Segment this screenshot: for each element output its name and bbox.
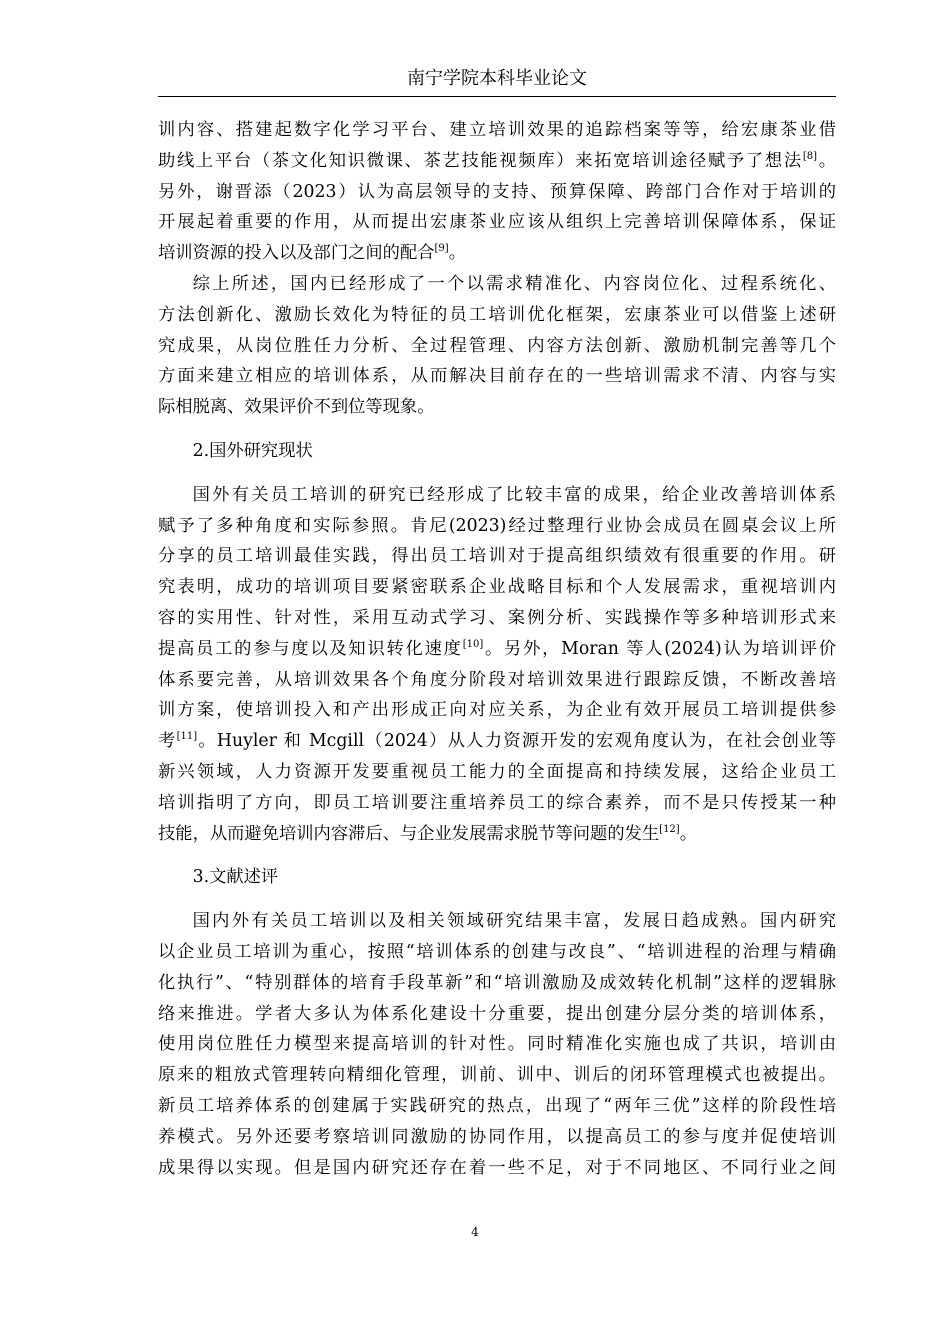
text-line: 开展起着重要的作用，从而提出宏康茶业应该从组织上完善培训保障体系，保证	[158, 212, 836, 233]
text-line: 以企业员工培训为重心，按照“培训体系的创建与改良”、“培训进程的治理与精确	[158, 941, 836, 962]
text-line	[158, 726, 836, 757]
text-line	[158, 634, 836, 665]
header-divider	[158, 96, 836, 97]
page-body	[158, 115, 836, 1183]
text-segment: 。另外，Moran 等人(2024)认为培训评价	[483, 638, 836, 659]
text-line: 国外有关员工培训的研究已经形成了比较丰富的成果，给企业改善培训体系	[192, 484, 836, 505]
citation: [8]	[802, 150, 818, 162]
text-line: 培训指明了方向，即员工培训要注重培养员工的综合素养，而不是只传授某一种	[158, 792, 836, 813]
citation: [12]	[659, 823, 680, 835]
text-line: 另外，谢晋添（2023）认为高层领导的支持、预算保障、跨部门合作对于培训的	[158, 181, 836, 202]
citation: [10]	[462, 638, 484, 650]
section-heading-foreign-research: 2.国外研究现状	[192, 440, 313, 461]
paragraph-foreign-research	[158, 480, 836, 850]
text-line: 训内容、搭建起数字化学习平台、建立培训效果的追踪档案等等，给宏康茶业借	[158, 120, 836, 140]
text-segment: 。	[817, 150, 836, 171]
text-line: 化执行”、“特别群体的培育手段革新”和“培训激励及成效转化机制”这样的逻辑脉	[158, 972, 836, 993]
paragraph-domestic-summary	[158, 269, 836, 423]
text-line: 方面来建立相应的培训体系，从而解决目前存在的一些培训需求不清、内容与实	[158, 366, 836, 387]
text-line	[158, 238, 836, 269]
citation: [9]	[434, 243, 449, 255]
text-segment: 提高员工的参与度以及知识转化速度	[158, 638, 463, 659]
text-line: 养模式。另外还要考察培训同激励的协同作用，以提高员工的参与度并促使培训	[158, 1126, 836, 1147]
text-segment: 考	[158, 731, 177, 752]
paragraph-domestic-continued	[158, 115, 836, 269]
text-line: 新员工培养体系的创建属于实践研究的热点，出现了“两年三优”这样的阶段性培	[158, 1095, 836, 1116]
text-line: 方法创新化、激励长效化为特征的员工培训优化框架，宏康茶业可以借鉴上述研	[158, 304, 836, 325]
section-heading-literature-review: 3.文献述评	[192, 867, 279, 888]
text-segment: 技能，从而避免培训内容滞后、与企业发展需求脱节等问题的发生	[158, 823, 660, 844]
text-line	[158, 819, 836, 850]
text-segment: 。	[679, 823, 697, 844]
text-line: 分享的员工培训最佳实践，得出员工培训对于提高组织绩效有很重要的作用。研	[158, 546, 836, 567]
running-header: 南宁学院本科毕业论文	[407, 68, 587, 89]
text-line: 原来的粗放式管理转向精细化管理，训前、训中、训后的闭环管理模式也被提出。	[158, 1065, 836, 1086]
paragraph-literature-review	[158, 906, 836, 1183]
text-line: 综上所述，国内已经形成了一个以需求精准化、内容岗位化、过程系统化、	[192, 273, 836, 294]
text-line: 体系要完善，从培训效果各个角度分阶段对培训效果进行跟踪反馈，不断改善培	[158, 669, 836, 690]
text-segment: 。Huyler 和 Mcgill（2024）从人力资源开发的宏观角度认为，在社会创业等	[197, 731, 836, 752]
text-line: 究成果，从岗位胜任力分析、全过程管理、内容方法创新、激励机制完善等几个	[158, 335, 836, 356]
text-line: 使用岗位胜任力模型来提高培训的针对性。同时精准化实施也成了共识，培训由	[158, 1034, 836, 1055]
text-line: 国内外有关员工培训以及相关领域研究结果丰富，发展日趋成熟。国内研究	[192, 911, 836, 932]
text-line: 赋予了多种角度和实际参照。肯尼(2023)经过整理行业协会成员在圆桌会议上所	[158, 515, 836, 536]
text-line	[158, 146, 836, 177]
text-line: 究表明，成功的培训项目要紧密联系企业战略目标和个人发展需求，重视培训内	[158, 577, 836, 598]
text-line: 容的实用性、针对性，采用互动式学习、案例分析、实践操作等多种培训形式来	[158, 607, 836, 628]
text-line: 新兴领域，人力资源开发要重视员工能力的全面提高和持续发展，这给企业员工	[158, 761, 836, 782]
text-line: 际相脱离、效果评价不到位等现象。	[158, 397, 435, 418]
text-segment: 。	[448, 243, 466, 264]
text-line: 成果得以实现。但是国内研究还存在着一些不足，对于不同地区、不同行业之间	[158, 1157, 836, 1178]
page-number: 4	[471, 1225, 479, 1239]
text-segment: 助线上平台（茶文化知识微课、茶艺技能视频库）来拓宽培训途径赋予了想法	[158, 150, 803, 171]
text-line: 训方案，使培训投入和产出形成正向对应关系，为企业有效开展员工培训提供参	[158, 700, 836, 721]
text-segment: 培训资源的投入以及部门之间的配合	[158, 243, 435, 264]
citation: [11]	[176, 731, 198, 743]
text-line: 络来推进。学者大多认为体系化建设十分重要，提出创建分层分类的培训体系，	[158, 1003, 836, 1024]
